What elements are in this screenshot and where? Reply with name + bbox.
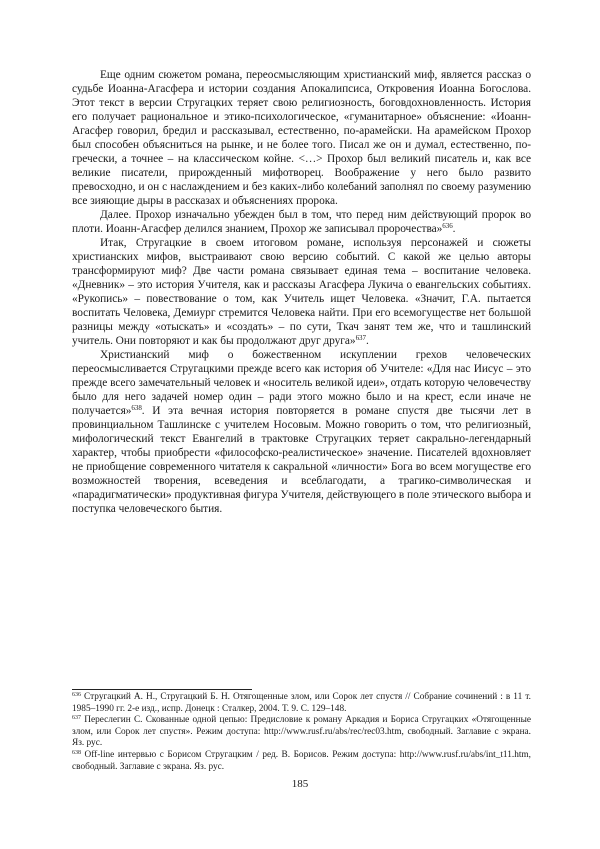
footnote-text: Стругацкий А. Н., Стругацкий Б. Н. Отягощенные злом, или Сорок лет спустя // Собрание сочинений : в 11 т. 1985–1990 гг. 2-е изд., испр. Донецк : Сталкер, 2004. Т. 9. С. 129–148. (72, 692, 531, 714)
footnote (72, 692, 531, 715)
footnote-number: 638 (72, 749, 81, 756)
footnote-reference[interactable]: 637 (355, 334, 366, 342)
footnote-reference[interactable]: 638 (131, 404, 142, 412)
page-number: 185 (291, 778, 309, 790)
paragraph (72, 208, 531, 236)
footnote-number: 636 (72, 692, 81, 698)
footnote-reference[interactable]: 636 (442, 222, 453, 230)
paragraph-text: Христианский миф о божественном искуплении грехов человеческих переосмысливается Стругацкими прежде всего как история об Учителе: «Для нас Иисус – это прежде всего замечательный человек и «носитель великой идеи», отдать которую человечеству было для него задачей номер один – ради этого можно было и на крест, если иначе не получается» (72, 349, 531, 417)
footnote-number: 637 (72, 715, 81, 722)
footnote-text: Off-line интервью с Борисом Стругацким / ред. В. Борисов. Режим доступа: http://www.rusf.ru/abs/int_t11.htm, свободный. Заглавие с экрана. Яз. рус. (72, 749, 531, 772)
footnotes (72, 692, 531, 773)
footnote (72, 750, 531, 773)
paragraph-text: . И эта вечная история повторяется в романе спустя две тысячи лет в провинциальном Ташлинске с учителем Носовым. Можно говорить о том, что религиозный, мифологический текст Евангелий в трактовке Стругацких теряет сакрально-легендарный характер, чтобы приобрести «философско-реалистическое» значение. Писателей вдохновляет не приобщение современного читателя к сакральной «личности» Бога во всем могуществе его возможностей творения, всеведения и всеблагодати, а трагико-символическая и «парадигматически» продуктивная фигура Учителя, действующего в поле этического выбора и поступка человеческого бытия. (72, 405, 531, 515)
footnote-text: Переслегин С. Скованные одной цепью: Предисловие к роману Аркадия и Бориса Стругацких «Отягощенные злом, или Сорок лет спустя». Режим доступа: http://www.rusf.ru/abs/rec/rec03.htm, свободный. Заглавие с экрана. Яз. рус. (72, 715, 531, 749)
paragraph-text: . (365, 335, 369, 347)
paragraph-text: Далее. Прохор изначально убежден был в том, что перед ним действующий пророк во плоти. Иоанн-Агасфер делился знанием, Прохор же записывал пророчества» (72, 209, 531, 235)
paragraph-text: . (452, 223, 456, 235)
footnote-divider (72, 689, 252, 690)
paragraph (72, 68, 531, 208)
paragraph (72, 236, 531, 348)
paragraph-text: Итак, Стругацкие в своем итоговом романе, используя персонажей и сюжеты христианских мифов, выстраивают свою версию событий. С какой же целью авторы трансформируют миф? Две части романа связывает единая тема – воспитание человека. «Дневник» – это история Учителя, как и рассказы Агасфера Лукича о евангельских событиях. «Рукопись» – повествование о том, как Учитель ищет Человека. «Значит, Г.А. пытается воспитать Человека, Демиург стремится Человека найти. При его всемогуществе нет большой разницы между «отыскать» и «создать» – по сути, Ткач занят тем же, что и ташлинский учитель. Они повторяют и как бы продолжают друг друга» (72, 237, 531, 347)
paragraph (72, 348, 531, 516)
footnote (72, 715, 531, 750)
paragraph-text: Еще одним сюжетом романа, переосмысляющим христианский миф, является рассказ о судьбе Иоанна-Агасфера и истории создания Апокалипсиса, Откровения Иоанна Богослова. Этот текст в версии Стругацких теряет свою религиозность, боговдохновленность. История его получает рациональное и этико-психологическое, «гуманитарное» объяснение: «Иоанн-Агасфер говорил, бредил и рассказывал, естественно, по-арамейски. На арамейском Прохор был способен объясниться на рынке, и не более того. Писал же он и думал, естественно, по-гречески, а точнее – на классическом койне. <…> Прохор был великий писатель и, как все великие писатели, прирожденный мифотворец. Воображение у него было развито превосходно, и он с наслаждением и без каких-либо колебаний заполнял по своему разумению все зияющие дыры в рассказах и объяснениях пророка. (72, 69, 531, 207)
main-text (72, 68, 531, 516)
